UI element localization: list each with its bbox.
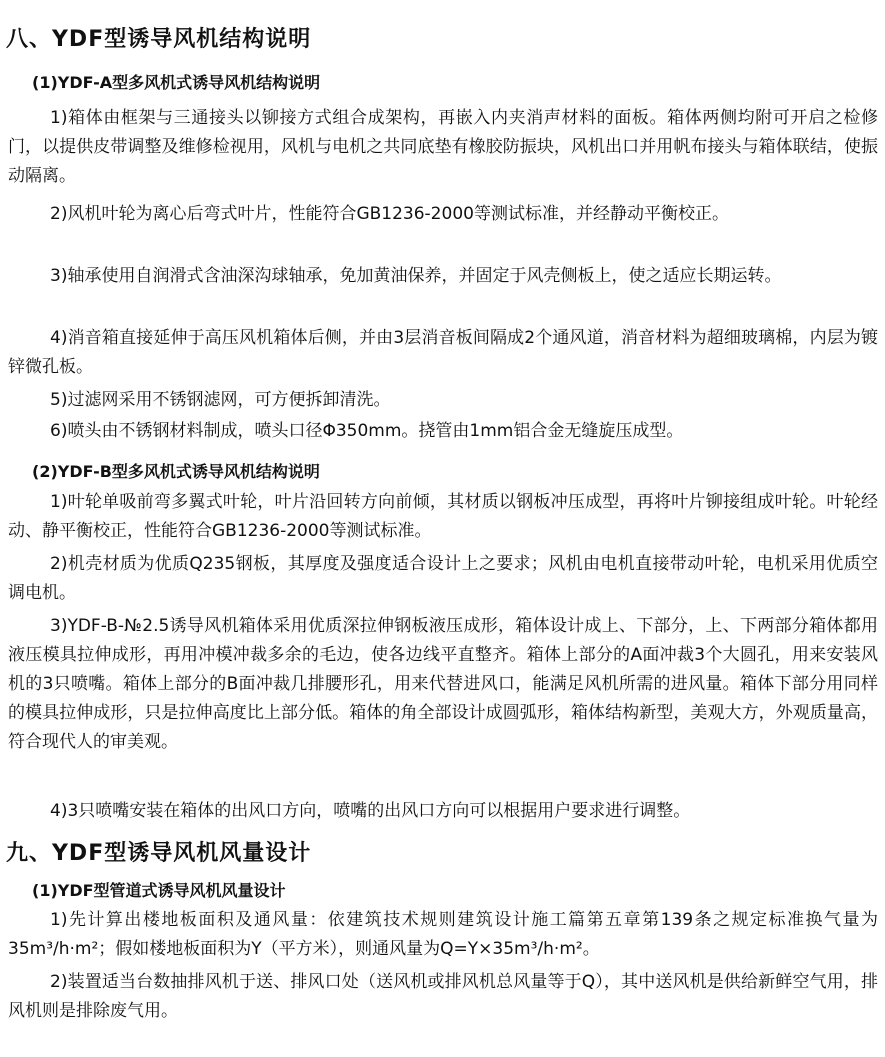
section-8-sub-2-title: (2)YDF-B型多风机式诱导风机结构说明: [32, 462, 320, 481]
paragraph: 2)机壳材质为优质Q235钢板，其厚度及强度适合设计上之要求；风机由电机直接带动叶轮，电机采用优质空调电机。: [8, 554, 878, 603]
section-9-sub-1-title: (1)YDF型管道式诱导风机风量设计: [32, 881, 286, 900]
section-8-sub-1-title: (1)YDF-A型多风机式诱导风机结构说明: [32, 73, 321, 92]
paragraph: 1)先计算出楼地板面积及通风量：依建筑技术规则建筑设计施工篇第五章第139条之规定标准换气量为35m³/h·m²；假如楼地板面积为Y（平方米），则通风量为Q=Y×35m³/h·m²。: [8, 910, 878, 959]
paragraph: 2)装置适当台数抽排风机于送、排风口处（送风机或排风机总风量等于Q），其中送风机是供给新鲜空气用，排风机则是排除废气用。: [8, 972, 878, 1021]
paragraph: 1)叶轮单吸前弯多翼式叶轮，叶片沿回转方向前倾，其材质以钢板冲压成型，再将叶片铆接组成叶轮。叶轮经动、静平衡校正，性能符合GB1236-2000等测试标准。: [8, 492, 878, 541]
section-9-title: 九、YDF型诱导风机风量设计: [6, 841, 312, 866]
paragraph: 2)风机叶轮为离心后弯式叶片，性能符合GB1236-2000等测试标准，并经静动平衡校正。: [50, 204, 729, 224]
paragraph: 6)喷头由不锈钢材料制成，喷头口径Φ350mm。挠管由1mm铝合金无缝旋压成型。: [50, 421, 684, 441]
paragraph: 1)箱体由框架与三通接头以铆接方式组合成架构，再嵌入内夹消声材料的面板。箱体两侧均附可开启之检修门，以提供皮带调整及维修检视用，风机与电机之共同底垫有橡胶防振块，风机出口并用帆布接头与箱体联结，使振动隔离。: [8, 108, 878, 186]
paragraph: 5)过滤网采用不锈钢滤网，可方便拆卸清洗。: [50, 390, 391, 410]
paragraph: 3)轴承使用自润滑式含油深沟球轴承，免加黄油保养，并固定于风壳侧板上，使之适应长期运转。: [50, 266, 782, 286]
paragraph: 4)3只喷嘴安装在箱体的出风口方向，喷嘴的出风口方向可以根据用户要求进行调整。: [50, 801, 691, 821]
section-8-title: 八、YDF型诱导风机结构说明: [6, 27, 312, 52]
paragraph: 4)消音箱直接延伸于高压风机箱体后侧，并由3层消音板间隔成2个通风道，消音材料为超细玻璃棉，内层为镀锌微孔板。: [8, 328, 878, 377]
paragraph: 3)YDF-B-№2.5诱导风机箱体采用优质深拉伸钢板液压成形，箱体设计成上、下部分，上、下两部分箱体都用液压模具拉伸成形，再用冲模冲裁多余的毛边，使各边线平直整齐。箱体上部分的A面冲裁3个大圆孔，用来安装风机的3只喷嘴。箱体上部分的B面冲裁几排腰形孔，用来代替进风口，能满足风机所需的进风量。箱体下部分用同样的模具拉伸成形，只是拉伸高度比上部分低。箱体的角全部设计成圆弧形，箱体结构新型，美观大方，外观质量高，符合现代人的审美观。: [8, 616, 878, 752]
